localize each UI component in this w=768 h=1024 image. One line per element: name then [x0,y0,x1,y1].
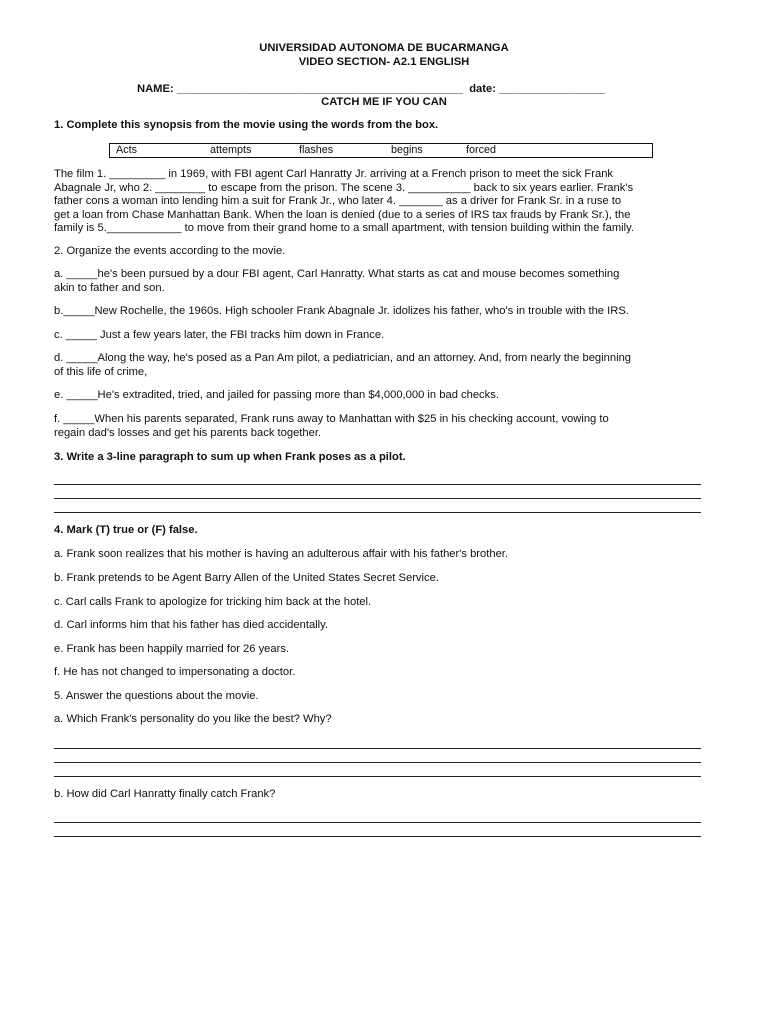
event-item-a [54,268,702,295]
tf-item: a. Frank soon realizes that his mother is having an adulterous affair with his father's brother. [54,548,509,560]
answer-line[interactable] [54,512,701,513]
event-line: regain dad's losses and get his parents back together. [54,426,322,439]
university-heading: UNIVERSIDAD AUTONOMA DE BUCARMANGA [259,42,509,54]
answer-line[interactable] [54,498,701,499]
answer-line[interactable] [54,762,701,763]
synopsis-line: Abagnale Jr, who 2. ________ to escape from the prison. The scene 3. __________ back to six years earlier. Frank's [54,181,634,194]
answer-line[interactable] [54,822,701,823]
answer-line[interactable] [54,484,701,485]
word-box-item: attempts [210,144,252,156]
q1-heading: 1. Complete this synopsis from the movie using the words from the box. [54,119,439,131]
tf-item: c. Carl calls Frank to apologize for tricking him back at the hotel. [54,596,372,608]
event-line: f. _____When his parents separated, Frank runs away to Manhattan with $25 in his checking account, vowing to [54,413,609,425]
answer-line[interactable] [54,748,701,749]
event-line: of this life of crime, [54,365,148,378]
tf-item: d. Carl informs him that his father has died accidentally. [54,619,329,631]
section-heading: VIDEO SECTION- A2.1 ENGLISH [298,56,470,68]
synopsis-line: family is 5.____________ to move from their grand home to a small apartment, with tension building within the family. [54,222,634,235]
answer-line[interactable] [54,776,701,777]
synopsis-line: get a loan from Chase Manhattan Bank. When the loan is denied (due to a series of IRS tax frauds by Frank Sr.), the [54,208,631,221]
word-box-item: forced [466,144,497,156]
event-line: akin to father and son. [54,281,165,294]
event-item-e: e. _____He's extradited, tried, and jailed for passing more than $4,000,000 in bad checks. [54,389,499,401]
q5-question-b: b. How did Carl Hanratty finally catch Frank? [54,788,276,800]
worksheet-title: CATCH ME IF YOU CAN [321,96,447,108]
q4-heading: 4. Mark (T) true or (F) false. [54,524,198,536]
word-box-item: flashes [299,144,334,156]
synopsis-line: father cons a woman into lending him a suit for Frank Jr., who later 4. _______ as a driver for Frank Sr. in a ruse to [54,195,622,208]
word-box-item: Acts [116,144,137,156]
name-date-line: NAME: ______________________________________________ date: _________________ [137,83,605,95]
event-item-d [54,352,702,379]
event-item-b: b._____New Rochelle, the 1960s. High schooler Frank Abagnale Jr. idolizes his father, who's in trouble with the IRS. [54,305,629,317]
tf-item: b. Frank pretends to be Agent Barry Allen of the United States Secret Service. [54,572,439,584]
tf-item: f. He has not changed to impersonating a doctor. [54,666,296,678]
event-item-f [54,413,702,440]
q3-heading: 3. Write a 3-line paragraph to sum up when Frank poses as a pilot. [54,451,406,463]
tf-item: e. Frank has been happily married for 26 years. [54,643,290,655]
word-box-item: begins [391,144,423,156]
event-line: d. _____Along the way, he's posed as a Pan Am pilot, a pediatrician, and an attorney. And, from nearly the beginning [54,352,632,364]
event-item-c: c. _____ Just a few years later, the FBI tracks him down in France. [54,329,385,341]
word-box [109,143,653,158]
synopsis-line: The film 1. _________ in 1969, with FBI agent Carl Hanratty Jr. arriving at a French prison to meet the sick Frank [54,168,614,180]
synopsis-paragraph [54,168,702,236]
q2-heading: 2. Organize the events according to the movie. [54,245,286,257]
q5-question-a: a. Which Frank's personality do you like the best? Why? [54,713,332,725]
answer-line[interactable] [54,836,701,837]
q5-heading: 5. Answer the questions about the movie. [54,690,259,702]
event-line: a. _____he's been pursued by a dour FBI agent, Carl Hanratty. What starts as cat and mouse becomes something [54,268,620,280]
